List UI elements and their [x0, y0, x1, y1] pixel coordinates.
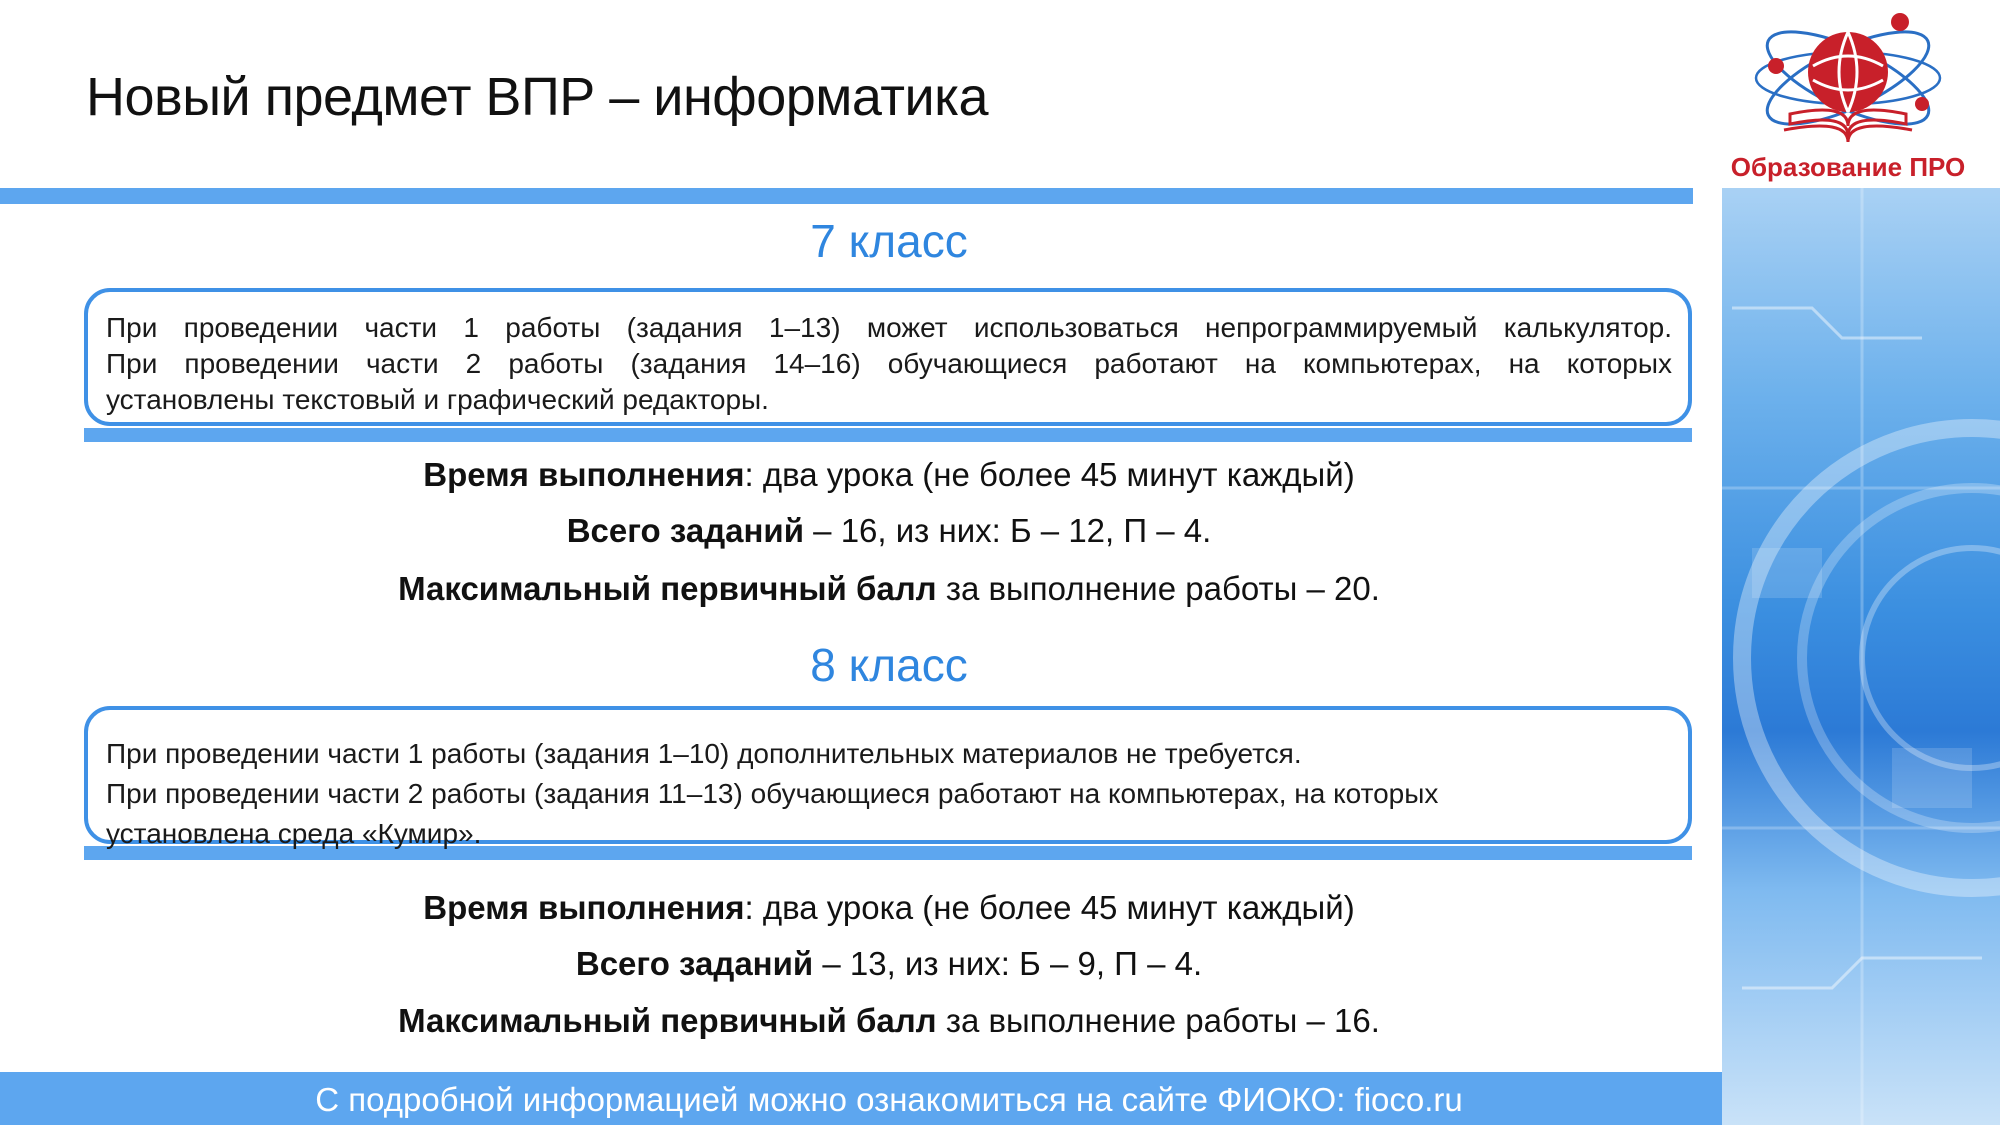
grade-7-box-line-1: При проведении части 1 работы (задания 1–13) может использоваться непрограммируемый калькулятор. — [106, 312, 1672, 343]
grade-8-box-line-1: При проведении части 1 работы (задания 1–10) дополнительных материалов не требуется. — [106, 738, 1302, 769]
grade-8-box-line-3: установлена среда «Кумир». — [106, 818, 482, 849]
grade-7-score-value: за выполнение работы – 20. — [936, 570, 1380, 607]
grade-8-tasks-label: Всего заданий — [575, 945, 814, 982]
slide-title: Новый предмет ВПР – информатика — [86, 67, 988, 127]
grade-8-conditions-box — [84, 706, 1692, 849]
grade-7-time-label: Время выполнения — [423, 456, 745, 493]
logo-text: Образование ПРО — [1730, 152, 1966, 182]
top-accent-bar — [0, 188, 1693, 204]
grade-8-score — [0, 1002, 1778, 1040]
grade-7-box-underbar — [84, 428, 1692, 442]
grade-8-time — [0, 889, 1778, 927]
grade-8-score-value: за выполнение работы – 16. — [936, 1002, 1380, 1039]
grade-8-time-label: Время выполнения — [423, 889, 745, 926]
grade-7-conditions-box — [84, 288, 1692, 426]
grade-8-time-value: : два урока (не более 45 минут каждый) — [744, 889, 1355, 926]
footer-text: С подробной информацией можно ознакомиться на сайте ФИОКО: fioco.ru — [315, 1081, 1463, 1118]
grade-7-score-label: Максимальный первичный балл — [398, 570, 937, 607]
grade-7-heading: 7 класс — [810, 215, 968, 267]
grade-8-heading: 8 класс — [810, 639, 968, 691]
grade-7-tasks — [0, 512, 1778, 550]
grade-7-score — [0, 570, 1778, 608]
grade-7-tasks-value: – 16, из них: Б – 12, П – 4. — [804, 512, 1212, 549]
grade-8-box-line-2: При проведении части 2 работы (задания 11–13) обучающиеся работают на компьютерах, на которых — [106, 778, 1439, 809]
atom-globe-book-icon — [1718, 6, 1978, 156]
organization-logo — [1718, 6, 1978, 186]
grade-7-box-line-2: При проведении части 2 работы (задания 14–16) обучающиеся работают на компьютерах, на которых — [106, 348, 1672, 379]
grade-8-tasks — [0, 945, 1778, 983]
grade-7-tasks-label: Всего заданий — [566, 512, 805, 549]
grade-7-time-value: : два урока (не более 45 минут каждый) — [744, 456, 1355, 493]
grade-7-box-line-3: установлены текстовый и графический редакторы. — [106, 384, 769, 415]
grade-8-score-label: Максимальный первичный балл — [398, 1002, 937, 1039]
grade-8-tasks-value: – 13, из них: Б – 9, П – 4. — [813, 945, 1203, 982]
grade-7-time — [0, 456, 1778, 494]
